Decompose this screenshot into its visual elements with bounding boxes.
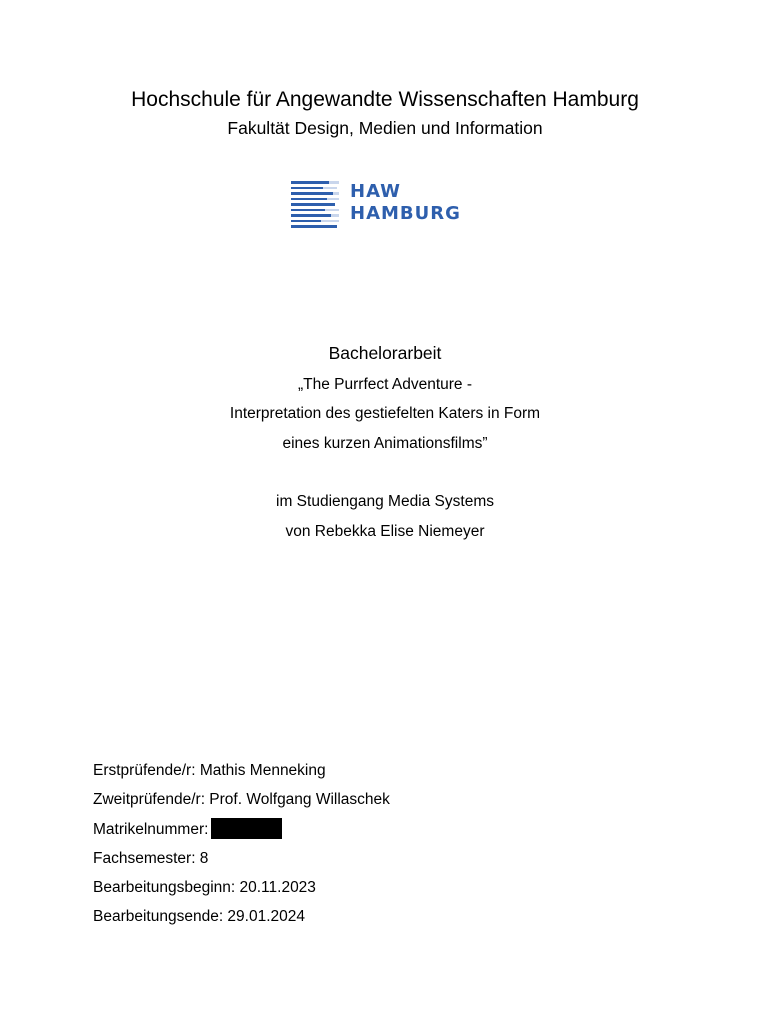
institution-name: Hochschule für Angewandte Wissenschaften Hamburg xyxy=(131,88,639,111)
redaction-box xyxy=(211,818,282,839)
end-date: Bearbeitungsende: 29.01.2024 xyxy=(93,908,306,926)
first-examiner: Erstprüfende/r: Mathis Menneking xyxy=(93,762,326,779)
faculty-name: Fakultät Design, Medien und Information xyxy=(227,118,543,138)
logo-line-hamburg: HAMBURG xyxy=(350,203,461,224)
thesis-type: Bachelorarbeit xyxy=(328,343,442,363)
semester: Fachsemester: 8 xyxy=(93,849,209,867)
second-examiner: Zweitprüfende/r: Prof. Wolfgang Willaschek xyxy=(93,791,390,809)
logo-wordmark xyxy=(350,181,461,225)
thesis-title-line-2: Interpretation des gestiefelten Katers in Form xyxy=(229,405,541,422)
thesis-title-line-3: eines kurzen Animationsfilms” xyxy=(282,435,488,452)
logo-bars-icon xyxy=(291,181,343,229)
start-date: Bearbeitungsbeginn: 20.11.2023 xyxy=(93,879,316,897)
matriculation-label: Matrikelnummer: xyxy=(93,820,209,838)
author-name: von Rebekka Elise Niemeyer xyxy=(285,523,485,540)
matriculation-row xyxy=(93,815,390,844)
thesis-meta-block xyxy=(93,756,390,932)
thesis-title-line-1: „The Purrfect Adventure - xyxy=(297,376,473,393)
haw-hamburg-logo xyxy=(291,181,491,229)
logo-line-haw: HAW xyxy=(350,181,402,202)
study-program: im Studiengang Media Systems xyxy=(276,493,494,510)
